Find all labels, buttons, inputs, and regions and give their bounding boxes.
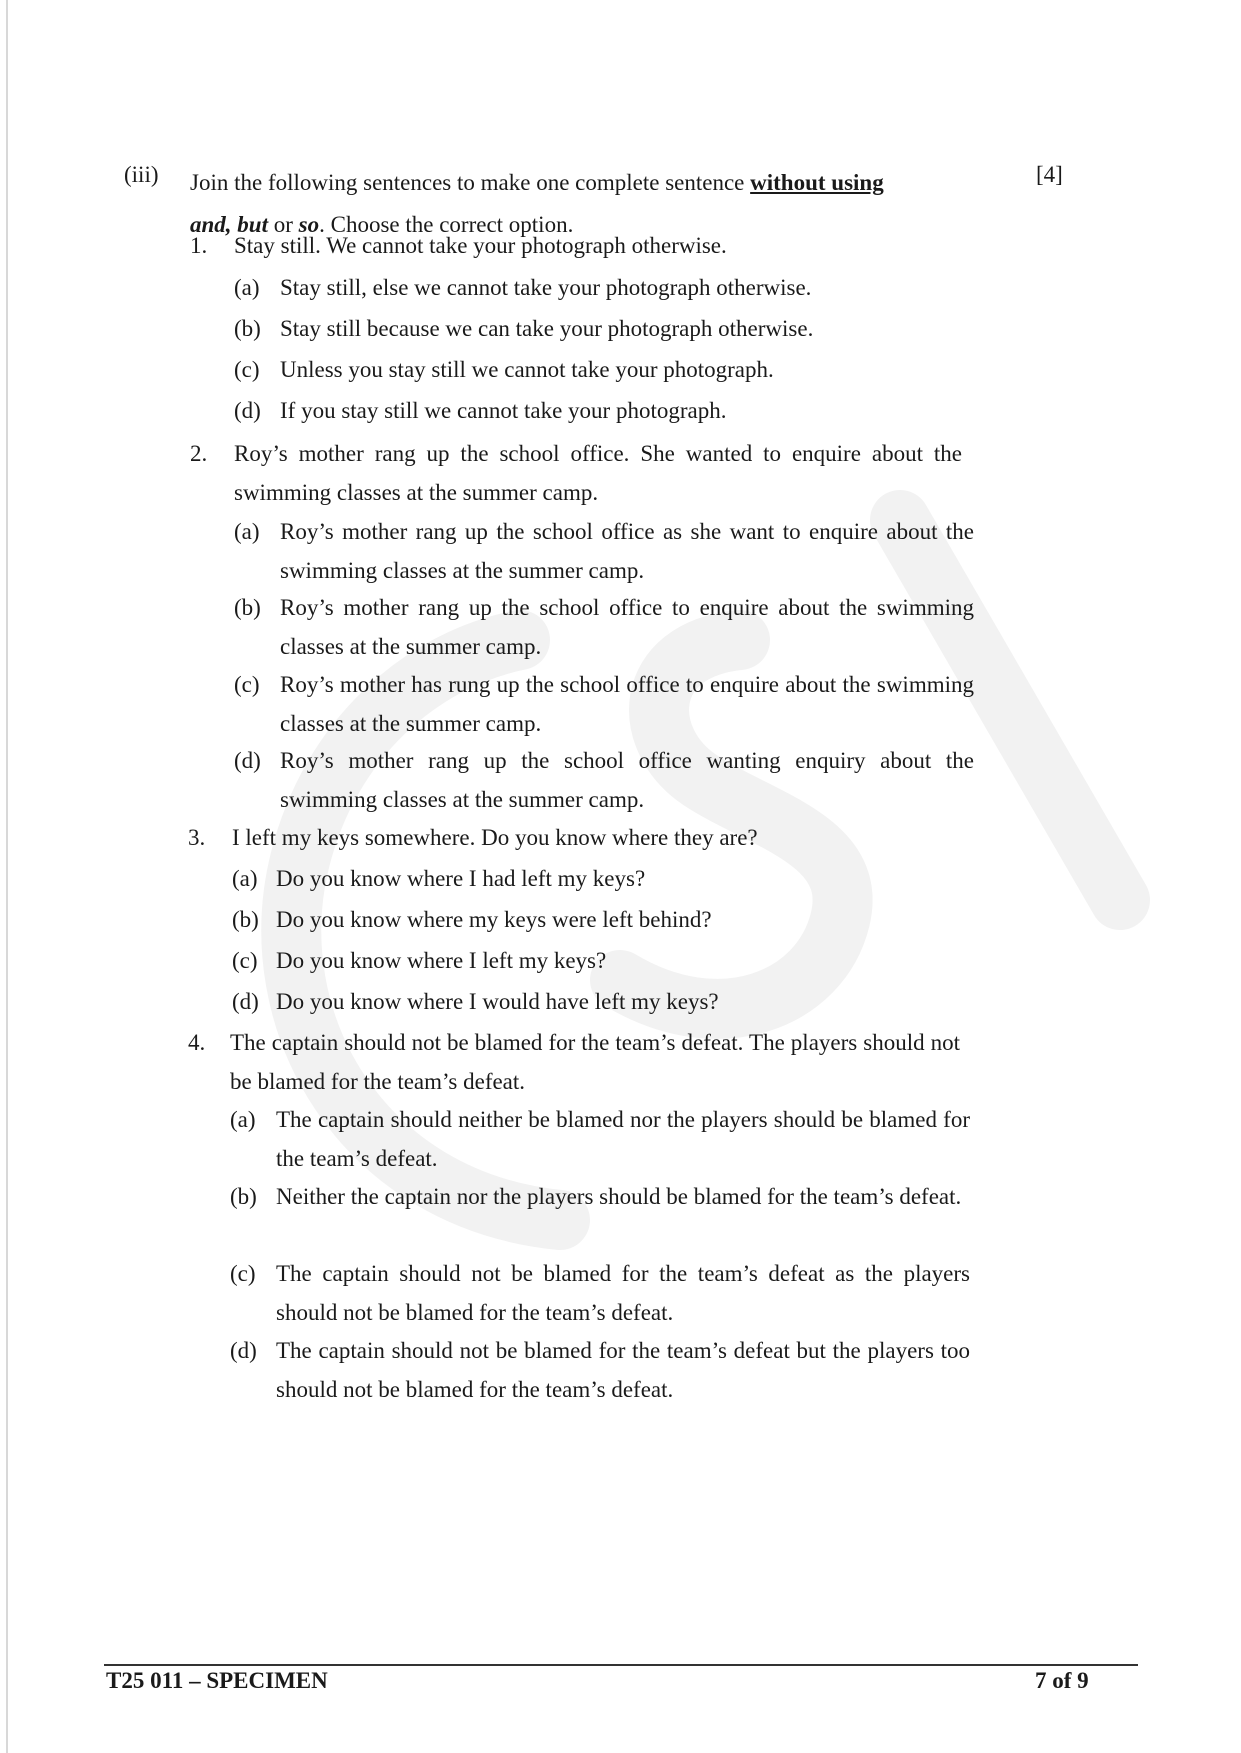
item-text: Roy’s mother rang up the school office. She wanted to enquire about the swimming classes at the summer camp. — [234, 441, 962, 505]
question-marks: [4] — [1036, 162, 1063, 187]
option-label: (c) — [232, 948, 258, 973]
option-text: Do you know where I left my keys? — [276, 948, 607, 973]
option-text: Do you know where my keys were left behind? — [276, 907, 712, 932]
option-label: (c) — [234, 357, 260, 382]
instruction-emphasis: without using — [750, 170, 884, 195]
instruction-choose: . Choose the correct option. — [319, 212, 574, 237]
item-number: 4. — [188, 1030, 206, 1055]
option-text: The captain should not be blamed for the team’s defeat as the players should not be blamed for the team’s defeat. — [276, 1261, 970, 1325]
question-number: (iii) — [124, 162, 159, 187]
instruction-text: Join the following sentences to make one complete sentence — [190, 170, 751, 195]
footer-divider — [104, 1664, 1138, 1666]
item-number: 3. — [188, 825, 206, 850]
option-text: Roy’s mother rang up the school office wanting enquiry about the swimming classes at the summer camp. — [280, 748, 974, 812]
option-text: Stay still because we can take your photograph otherwise. — [280, 316, 814, 341]
option-text: Stay still, else we cannot take your photograph otherwise. — [280, 275, 812, 300]
instruction-conjunction-so: so — [298, 212, 320, 237]
option-label: (c) — [234, 672, 260, 697]
option-text: Do you know where I had left my keys? — [276, 866, 646, 891]
option-label: (d) — [234, 398, 261, 423]
option-label: (a) — [234, 275, 260, 300]
option-label: (b) — [234, 316, 261, 341]
option-label: (a) — [232, 866, 258, 891]
option-label: (a) — [230, 1107, 256, 1132]
item-number: 2. — [190, 441, 208, 466]
instruction-conjunctions: and, but — [190, 212, 268, 237]
option-label: (b) — [230, 1184, 257, 1209]
option-label: (b) — [232, 907, 259, 932]
option-text: Roy’s mother rang up the school office to enquire about the swimming classes at the summer camp. — [280, 595, 974, 659]
page-number: 7 of 9 — [1035, 1668, 1089, 1693]
option-text: Unless you stay still we cannot take your photograph. — [280, 357, 774, 382]
option-text: Neither the captain nor the players should be blamed for the team’s defeat. — [276, 1184, 962, 1209]
option-label: (d) — [232, 989, 259, 1014]
item-text: The captain should not be blamed for the team’s defeat. The players should not be blamed for the team’s defeat. — [230, 1030, 960, 1094]
option-text: If you stay still we cannot take your photograph. — [280, 398, 727, 423]
option-label: (a) — [234, 519, 260, 544]
instruction-or: or — [267, 212, 299, 237]
option-text: Roy’s mother rang up the school office as she want to enquire about the swimming classes at the summer camp. — [280, 519, 974, 583]
option-text: The captain should not be blamed for the team’s defeat but the players too should not be blamed for the team’s defeat. — [276, 1338, 970, 1402]
page-edge — [6, 0, 8, 1753]
option-text: Roy’s mother has rung up the school office to enquire about the swimming classes at the summer camp. — [280, 672, 974, 736]
option-label: (d) — [230, 1338, 257, 1363]
item-text: I left my keys somewhere. Do you know where they are? — [232, 825, 758, 850]
item-text: Stay still. We cannot take your photograph otherwise. — [234, 233, 727, 258]
option-label: (d) — [234, 748, 261, 773]
option-text: Do you know where I would have left my keys? — [276, 989, 719, 1014]
option-text: The captain should neither be blamed nor the players should be blamed for the team’s defeat. — [276, 1107, 970, 1171]
item-number: 1. — [190, 233, 208, 258]
option-label: (b) — [234, 595, 261, 620]
paper-code: T25 011 – SPECIMEN — [106, 1668, 328, 1693]
option-label: (c) — [230, 1261, 256, 1286]
